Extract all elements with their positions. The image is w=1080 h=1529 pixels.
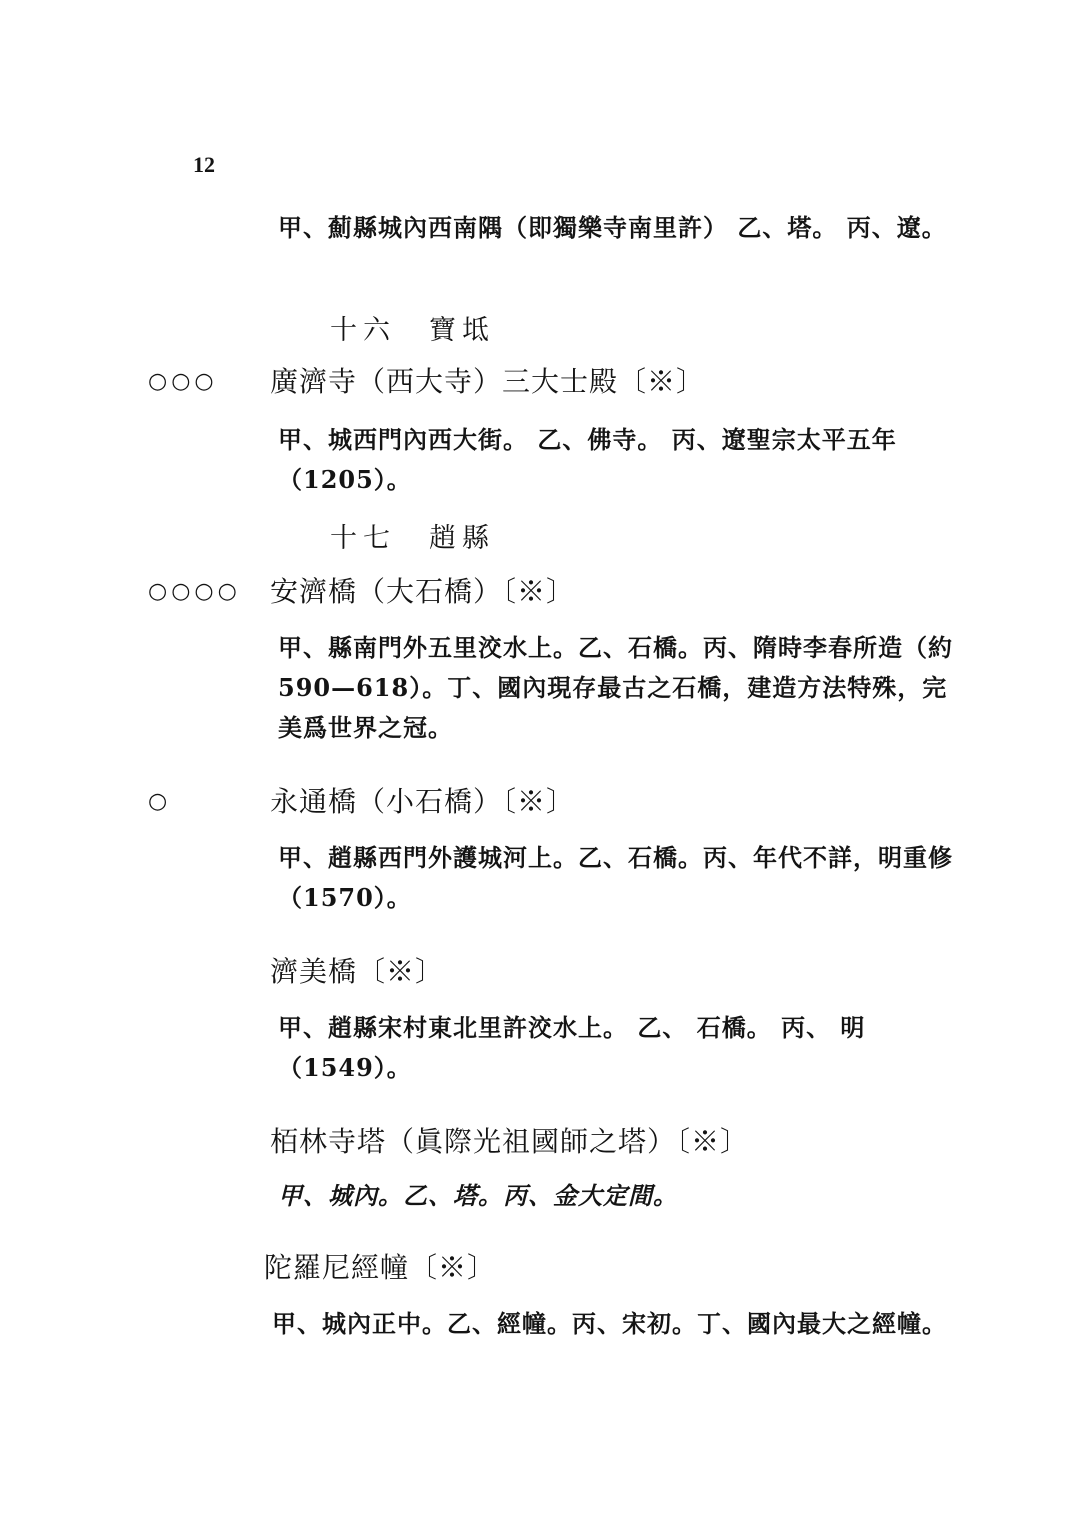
entry-bailin-temple-pagoda — [0, 1122, 1080, 1162]
entry-title: 廣濟寺（西大寺）三大士殿〔※〕 — [270, 365, 706, 398]
entry-title: 安濟橋（大石橋）〔※〕 — [270, 575, 576, 608]
entry-description: 甲、城內正中。乙、經幢。丙、宋初。丁、國內最大之經幢。 — [272, 1309, 947, 1338]
entry-description: 甲、趙縣西門外護城河上。乙、石橋。丙、年代不詳，明重修（1570）。 — [278, 843, 953, 912]
rating-circles: ○○○ — [148, 369, 218, 394]
entry-title: 栢林寺塔（眞際光祖國師之塔）〔※〕 — [270, 1125, 750, 1158]
entry-dharani-pillar — [0, 1248, 1080, 1288]
section-heading-zhaoxian: 十七 趙縣 — [330, 523, 495, 554]
entry-title: 陀羅尼經幢〔※〕 — [264, 1251, 497, 1284]
top-continuation-text: 甲、薊縣城內西南隅（即獨樂寺南里許） 乙、塔。 丙、遼。 — [278, 213, 947, 242]
entry-title: 濟美橋〔※〕 — [270, 955, 445, 988]
entry-title: 永通橋（小石橋）〔※〕 — [270, 785, 576, 818]
entry-description: 甲、縣南門外五里洨水上。乙、石橋。丙、隋時李春所造（約590—618）。丁、國內現存最古之石橋，建造方法特殊，完美爲世界之冠。 — [278, 633, 953, 742]
entry-anji-bridge — [0, 572, 1080, 612]
entry-description: 甲、趙縣宋村東北里許洨水上。 乙、 石橋。 丙、 明（1549）。 — [278, 1013, 866, 1082]
entry-description: 甲、城內。乙、塔。丙、金大定間。 — [278, 1181, 678, 1210]
entry-guangji-temple — [0, 362, 1080, 402]
rating-circles: ○ — [148, 789, 172, 814]
entry-yongtong-bridge — [0, 782, 1080, 822]
entry-jimei-bridge — [0, 952, 1080, 992]
rating-circles: ○○○○ — [148, 579, 241, 604]
page-number: 12 — [193, 152, 215, 177]
entry-description: 甲、城西門內西大街。 乙、佛寺。 丙、遼聖宗太平五年（1205）。 — [278, 425, 897, 494]
section-heading-baodi: 十六 寶坻 — [330, 315, 495, 346]
